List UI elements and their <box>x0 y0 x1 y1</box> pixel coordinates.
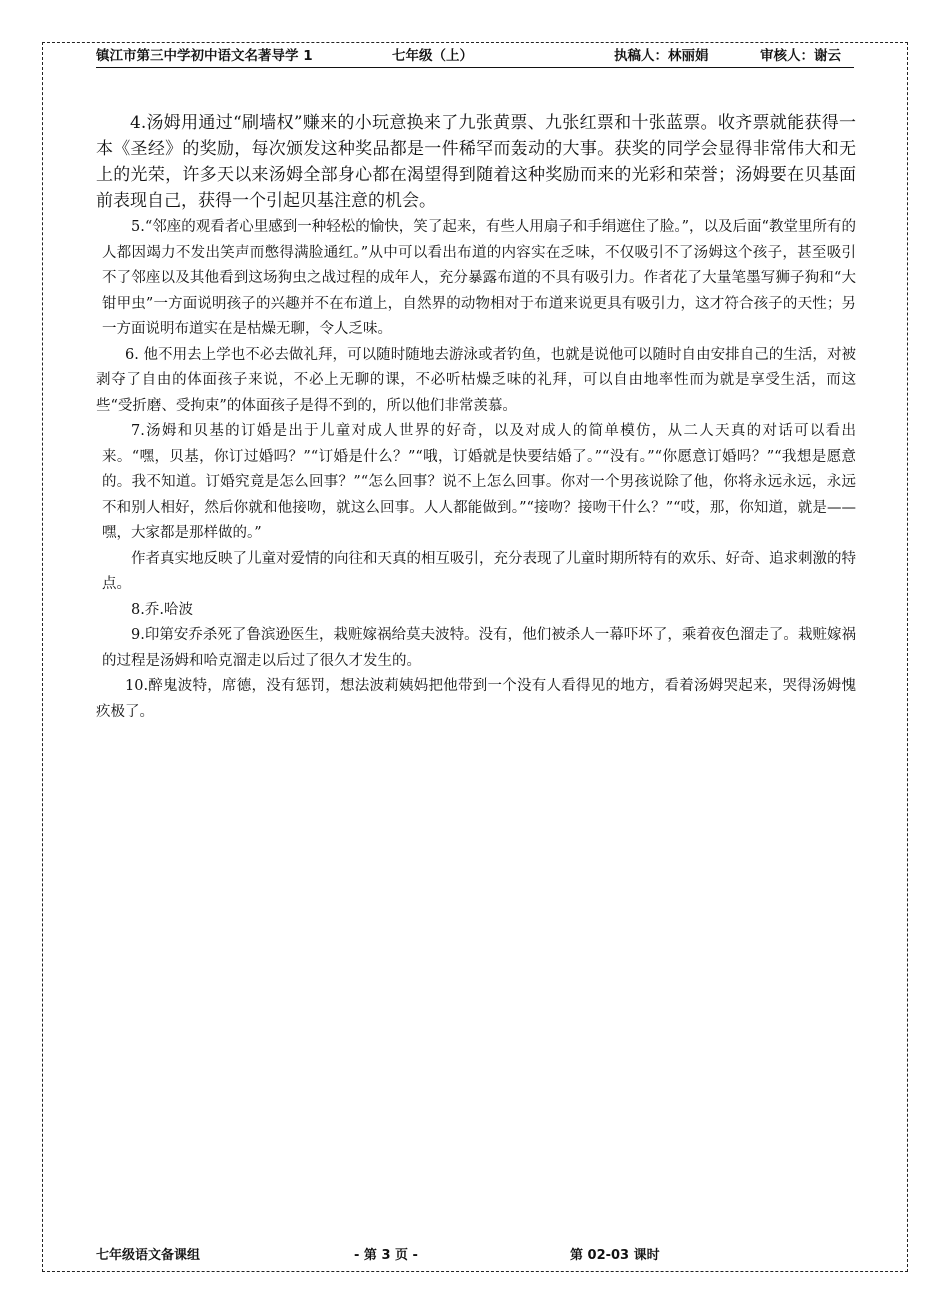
footer-lesson: 第 02-03 课时 <box>570 1248 660 1263</box>
answer-7-comment: 作者真实地反映了儿童对爱情的向往和天真的相互吸引，充分表现了儿童时期所特有的欢乐、好奇、追求刺激的特点。 <box>102 550 856 592</box>
header-author: 执稿人：林丽娟 <box>614 48 709 64</box>
header-rule <box>96 67 854 68</box>
document-body <box>96 110 856 725</box>
footer-group: 七年级语文备课组 <box>96 1248 201 1263</box>
page-footer <box>96 1246 856 1266</box>
page-header <box>96 45 854 67</box>
answer-6: 6. 他不用去上学也不必去做礼拜，可以随时随地去游泳或者钓鱼，也就是说他可以随时自由安排自己的生活，对被剥夺了自由的体面孩子来说，不必上无聊的课，不必听枯燥乏味的礼拜，可以自由地率性而为就是享受生活，而这些“受折磨、受拘束”的体面孩子是得不到的，所以他们非常羡慕。 <box>96 346 856 414</box>
answer-8: 8.乔.哈波 <box>131 601 193 618</box>
header-grade: 七年级（上） <box>392 48 473 64</box>
header-school: 镇江市第三中学初中语文名著导学 1 <box>96 48 313 64</box>
header-reviewer: 审核人：谢云 <box>760 48 841 64</box>
footer-page-number: - 第 3 页 - <box>354 1248 418 1263</box>
answer-4: 4.汤姆用通过“刷墙权”赚来的小玩意换来了九张黄票、九张红票和十张蓝票。收齐票就能获得一本《圣经》的奖励，每次颁发这种奖品都是一件稀罕而轰动的大事。获奖的同学会显得非常伟大和无上的光荣，许多天以来汤姆全部身心都在渴望得到随着这种奖励而来的光彩和荣誉；汤姆要在贝基面前表现自己，获得一个引起贝基注意的机会。 <box>96 113 856 211</box>
answer-7: 7.汤姆和贝基的订婚是出于儿童对成人世界的好奇，以及对成人的简单模仿，从二人天真的对话可以看出来。“嘿，贝基，你订过婚吗？”“订婚是什么？”“哦，订婚就是快要结婚了。”“没有。”“你愿意订婚吗？”“我想是愿意的。我不知道。订婚究竟是怎么回事？”“怎么回事？说不上怎么回事。你对一个男孩说除了他，你将永远永远，永远不和别人相好，然后你就和他接吻，就这么回事。人人都能做到。”“接吻？接吻干什么？”“哎，那，你知道，就是——嘿，大家都是那样做的。” <box>102 423 856 541</box>
answer-5: 5.“邻座的观看者心里感到一种轻松的愉快，笑了起来，有些人用扇子和手绢遮住了脸。”，以及后面“教堂里所有的人都因竭力不发出笑声而憋得满脸通红。”从中可以看出布道的内容实在乏味，不仅吸引不了汤姆这个孩子，甚至吸引不了邻座以及其他看到这场狗虫之战过程的成年人，充分暴露布道的不具有吸引力。作者花了大量笔墨写狮子狗和“大钳甲虫”一方面说明孩子的兴趣并不在布道上，自然界的动物相对于布道来说更具有吸引力，这才符合孩子的天性；另一方面说明布道实在是枯燥无聊，令人乏味。 <box>102 219 856 337</box>
answer-9: 9.印第安乔杀死了鲁滨逊医生，栽赃嫁祸给莫夫波特。没有，他们被杀人一幕吓坏了，乘着夜色溜走了。栽赃嫁祸的过程是汤姆和哈克溜走以后过了很久才发生的。 <box>102 627 856 669</box>
answer-10: 10.醉鬼波特，席德，没有惩罚，想法波莉姨妈把他带到一个没有人看得见的地方，看着汤姆哭起来，哭得汤姆愧疚极了。 <box>96 678 856 720</box>
